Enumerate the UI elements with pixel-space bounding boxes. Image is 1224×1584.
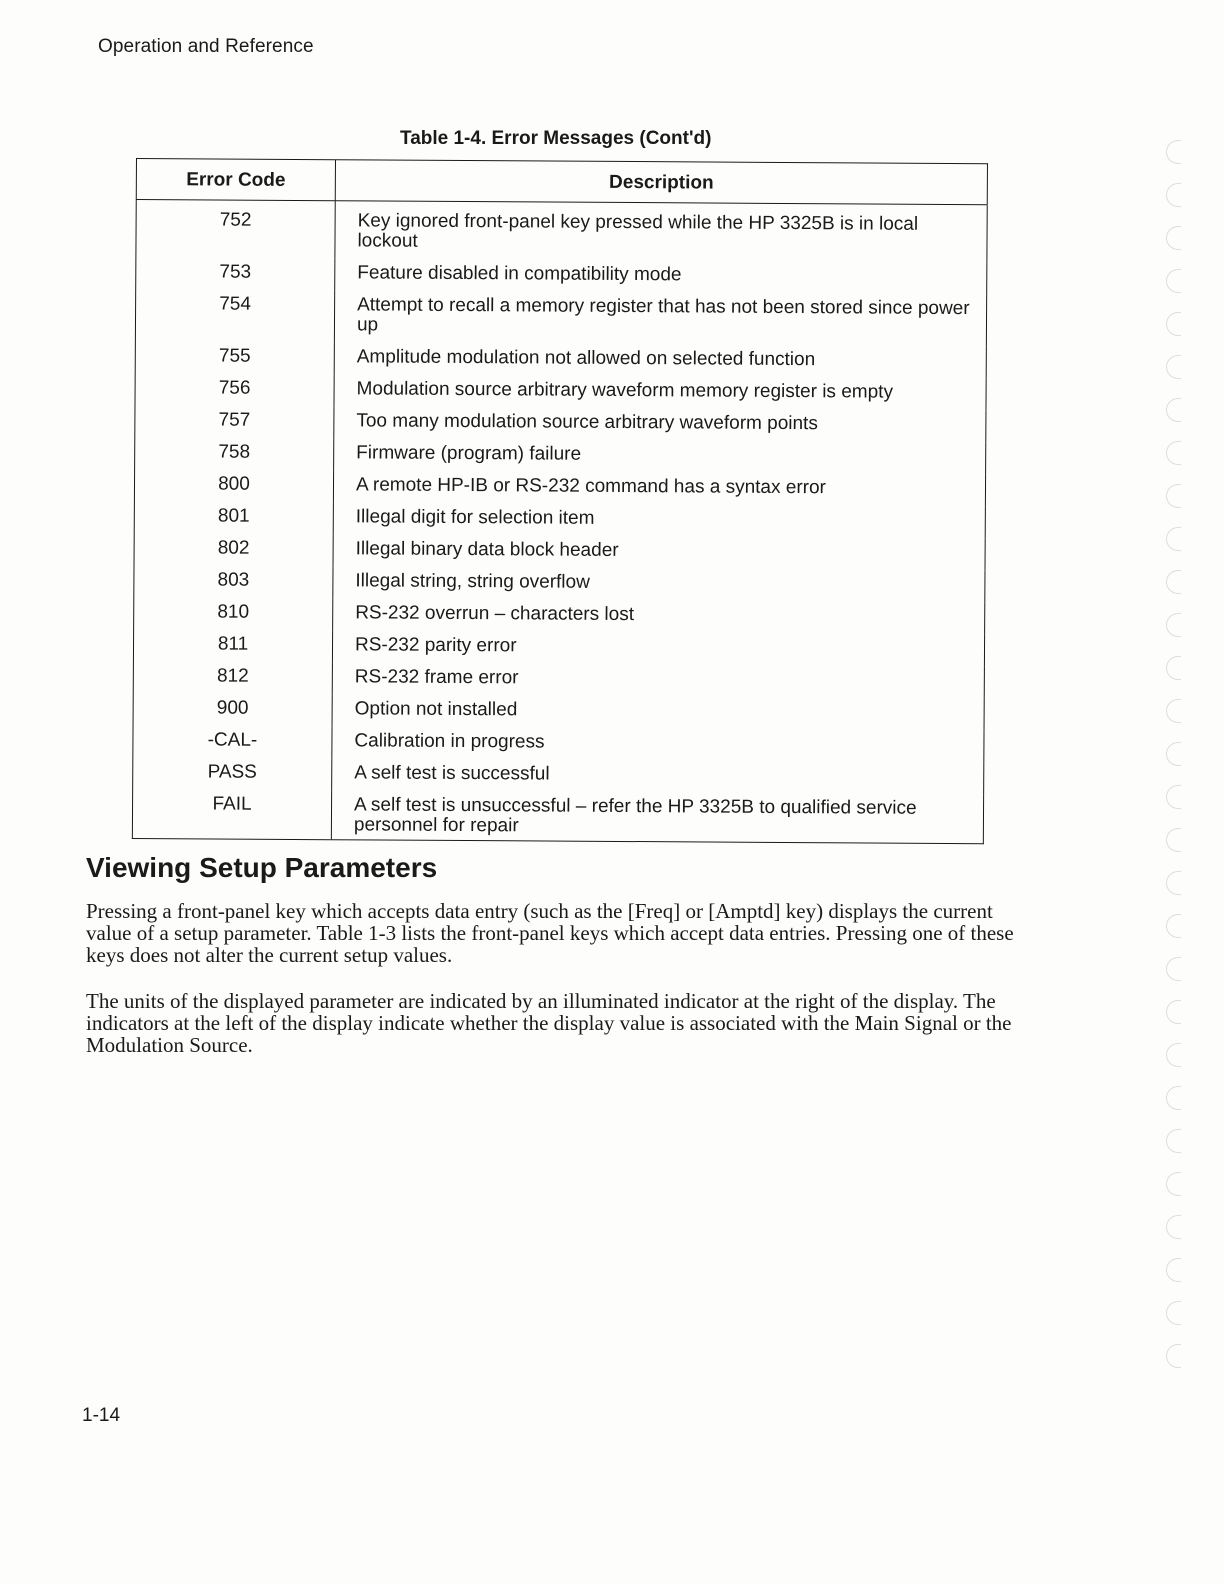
description-cell: RS-232 frame error bbox=[354, 666, 519, 689]
description-cell: A self test is successful bbox=[354, 762, 550, 785]
error-code-cell: 801 bbox=[134, 501, 333, 534]
table-row bbox=[133, 693, 984, 730]
error-code-cell: 811 bbox=[133, 629, 332, 662]
error-code-cell: 900 bbox=[133, 693, 332, 726]
table-row bbox=[134, 533, 985, 570]
description-cell: Too many modulation source arbitrary waveform points bbox=[356, 410, 818, 435]
description-cell: Attempt to recall a memory register that has not been stored since power up bbox=[356, 294, 970, 336]
table-row bbox=[133, 661, 984, 698]
description-cell: A self test is unsuccessful – refer the HP 3325B to qualified service personnel for repair bbox=[353, 794, 917, 837]
table-header-row bbox=[136, 159, 987, 205]
table-row bbox=[134, 469, 985, 506]
table-row bbox=[135, 341, 986, 378]
error-code-cell: 758 bbox=[135, 437, 334, 470]
description-cell: Calibration in progress bbox=[354, 730, 545, 753]
description-cell: Amplitude modulation not allowed on selected function bbox=[356, 346, 816, 371]
binding-holes-decoration bbox=[1166, 140, 1196, 1390]
running-header: Operation and Reference bbox=[98, 36, 314, 57]
table-row bbox=[133, 725, 984, 762]
error-code-cell: 802 bbox=[134, 533, 333, 566]
body-paragraph: Pressing a front-panel key which accepts data entry (such as the [Freq] or [Amptd] key) displays the current value of a setup parameter. Table 1-3 lists the front-panel keys which accept data entries. Pressing one of these keys does not alter the current setup values. bbox=[86, 899, 1014, 967]
error-messages-table bbox=[132, 158, 988, 844]
table-row bbox=[133, 757, 984, 794]
error-code-cell: 755 bbox=[135, 341, 334, 374]
description-cell: Key ignored front-panel key pressed while the HP 3325B is in local lockout bbox=[357, 210, 919, 252]
table-row bbox=[136, 257, 987, 294]
description-cell: RS-232 parity error bbox=[354, 634, 517, 657]
description-cell: Illegal binary data block header bbox=[355, 538, 619, 561]
error-code-cell: 803 bbox=[134, 565, 333, 598]
table-row bbox=[134, 565, 985, 602]
error-code-cell: FAIL bbox=[132, 789, 331, 840]
error-code-cell: -CAL- bbox=[133, 725, 332, 758]
error-code-cell: 757 bbox=[135, 405, 334, 438]
table-row bbox=[135, 437, 986, 474]
description-cell: Feature disabled in compatibility mode bbox=[357, 262, 682, 286]
table-row bbox=[135, 405, 986, 442]
description-cell: Firmware (program) failure bbox=[356, 442, 582, 465]
section-heading: Viewing Setup Parameters bbox=[86, 852, 438, 883]
description-cell: Illegal digit for selection item bbox=[355, 506, 595, 529]
error-code-cell: 752 bbox=[136, 200, 335, 259]
error-code-cell: PASS bbox=[133, 757, 332, 790]
body-paragraph: The units of the displayed parameter are indicated by an illuminated indicator at the right of the display. The indicators at the left of the display indicate whether the display value is associated with the Main Signal or the Modulation Source. bbox=[86, 989, 1012, 1057]
page-number: 1-14 bbox=[82, 1405, 121, 1426]
table-row bbox=[134, 501, 985, 538]
error-code-cell: 812 bbox=[133, 661, 332, 694]
error-code-cell: 754 bbox=[135, 289, 334, 342]
error-code-cell: 810 bbox=[134, 597, 333, 630]
table-row bbox=[133, 629, 984, 666]
error-code-cell: 756 bbox=[135, 373, 334, 406]
column-header-error-code: Error Code bbox=[136, 159, 335, 201]
table-row bbox=[132, 789, 983, 844]
description-cell: RS-232 overrun – characters lost bbox=[355, 602, 635, 626]
table-row bbox=[136, 200, 987, 263]
error-code-cell: 800 bbox=[134, 469, 333, 502]
table-caption: Table 1-4. Error Messages (Cont'd) bbox=[400, 128, 712, 149]
table-row bbox=[135, 373, 986, 410]
table-body bbox=[132, 200, 987, 844]
table-row bbox=[135, 289, 986, 346]
error-code-cell: 753 bbox=[136, 257, 335, 290]
table-row bbox=[134, 597, 985, 634]
description-cell: Illegal string, string overflow bbox=[355, 570, 590, 593]
description-cell: Option not installed bbox=[354, 698, 518, 721]
description-cell: Modulation source arbitrary waveform memory register is empty bbox=[356, 378, 894, 403]
column-header-description: Description bbox=[335, 160, 987, 205]
description-cell: A remote HP-IB or RS-232 command has a syntax error bbox=[355, 474, 826, 499]
